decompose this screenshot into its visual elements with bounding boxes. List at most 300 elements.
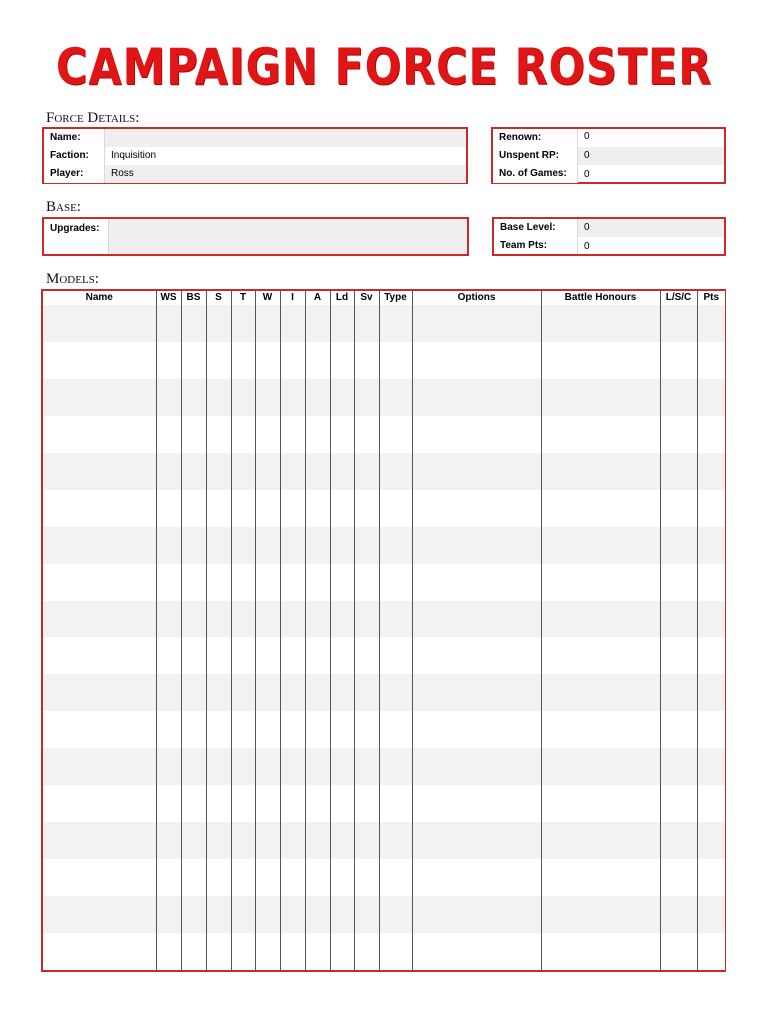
table-cell[interactable] [330, 822, 354, 859]
table-cell[interactable] [43, 601, 156, 638]
table-cell[interactable] [354, 785, 379, 822]
table-cell[interactable] [660, 637, 697, 674]
faction-label: Faction: [44, 147, 104, 165]
table-cell[interactable] [255, 933, 280, 970]
table-cell[interactable] [330, 933, 354, 970]
table-cell[interactable] [206, 859, 231, 896]
table-cell[interactable] [156, 674, 181, 711]
table-cell[interactable] [255, 490, 280, 527]
table-row [43, 674, 725, 711]
renown-label: Renown: [493, 129, 577, 147]
table-cell[interactable] [43, 527, 156, 564]
table-cell[interactable] [43, 859, 156, 896]
table-cell[interactable] [330, 453, 354, 490]
table-cell[interactable] [280, 748, 305, 785]
table-cell[interactable] [330, 674, 354, 711]
table-cell[interactable] [305, 416, 330, 453]
table-cell[interactable] [660, 379, 697, 416]
table-cell[interactable] [697, 785, 725, 822]
table-cell[interactable] [354, 896, 379, 933]
table-cell[interactable] [206, 379, 231, 416]
table-cell[interactable] [697, 637, 725, 674]
base-level-row [494, 219, 724, 237]
models-header-row [43, 291, 725, 305]
table-cell[interactable] [156, 601, 181, 638]
table-cell[interactable] [541, 527, 660, 564]
table-cell[interactable] [379, 785, 412, 822]
table-cell[interactable] [305, 933, 330, 970]
table-cell[interactable] [354, 674, 379, 711]
table-cell[interactable] [181, 637, 206, 674]
table-cell[interactable] [305, 305, 330, 342]
table-cell[interactable] [156, 711, 181, 748]
table-cell[interactable] [379, 933, 412, 970]
table-cell[interactable] [541, 564, 660, 601]
table-cell[interactable] [43, 785, 156, 822]
table-cell[interactable] [255, 379, 280, 416]
table-cell[interactable] [231, 453, 255, 490]
table-cell[interactable] [156, 416, 181, 453]
table-cell[interactable] [255, 674, 280, 711]
table-cell[interactable] [412, 527, 541, 564]
table-cell[interactable] [305, 748, 330, 785]
table-cell[interactable] [330, 859, 354, 896]
table-cell[interactable] [231, 674, 255, 711]
table-cell[interactable] [43, 379, 156, 416]
table-cell[interactable] [697, 896, 725, 933]
table-cell[interactable] [660, 342, 697, 379]
table-cell[interactable] [330, 305, 354, 342]
table-cell[interactable] [280, 896, 305, 933]
table-cell[interactable] [330, 637, 354, 674]
table-cell[interactable] [541, 674, 660, 711]
table-cell[interactable] [660, 601, 697, 638]
table-cell[interactable] [231, 601, 255, 638]
table-cell[interactable] [255, 416, 280, 453]
table-cell[interactable] [354, 527, 379, 564]
table-cell[interactable] [305, 859, 330, 896]
table-cell[interactable] [330, 748, 354, 785]
table-cell[interactable] [379, 748, 412, 785]
table-cell[interactable] [305, 711, 330, 748]
table-cell[interactable] [660, 896, 697, 933]
table-cell[interactable] [156, 933, 181, 970]
table-cell[interactable] [660, 859, 697, 896]
table-cell[interactable] [305, 564, 330, 601]
table-cell[interactable] [330, 711, 354, 748]
unspent-rp-field[interactable]: 0 [577, 147, 724, 165]
table-cell[interactable] [354, 748, 379, 785]
table-cell[interactable] [305, 379, 330, 416]
table-cell[interactable] [541, 785, 660, 822]
table-cell[interactable] [156, 859, 181, 896]
table-cell[interactable] [206, 637, 231, 674]
table-cell[interactable] [660, 711, 697, 748]
table-cell[interactable] [181, 564, 206, 601]
table-cell[interactable] [354, 490, 379, 527]
table-cell[interactable] [660, 453, 697, 490]
table-cell[interactable] [280, 527, 305, 564]
table-cell[interactable] [206, 601, 231, 638]
table-cell[interactable] [231, 711, 255, 748]
table-cell[interactable] [156, 748, 181, 785]
table-cell[interactable] [156, 527, 181, 564]
table-cell[interactable] [697, 933, 725, 970]
table-cell[interactable] [206, 527, 231, 564]
table-cell[interactable] [255, 527, 280, 564]
table-cell[interactable] [231, 490, 255, 527]
table-cell[interactable] [181, 416, 206, 453]
table-cell[interactable] [231, 379, 255, 416]
table-row [43, 896, 725, 933]
table-cell[interactable] [255, 564, 280, 601]
table-cell[interactable] [280, 637, 305, 674]
table-cell[interactable] [305, 896, 330, 933]
table-cell[interactable] [660, 490, 697, 527]
table-cell[interactable] [660, 748, 697, 785]
table-cell[interactable] [181, 896, 206, 933]
table-cell[interactable] [541, 305, 660, 342]
table-cell[interactable] [280, 379, 305, 416]
force-name-label: Name: [44, 129, 104, 147]
table-cell[interactable] [181, 748, 206, 785]
table-cell[interactable] [330, 379, 354, 416]
table-cell[interactable] [181, 342, 206, 379]
table-cell[interactable] [305, 490, 330, 527]
table-cell[interactable] [43, 711, 156, 748]
table-cell[interactable] [541, 601, 660, 638]
table-cell[interactable] [330, 490, 354, 527]
table-cell[interactable] [280, 711, 305, 748]
table-cell[interactable] [379, 564, 412, 601]
table-cell[interactable] [231, 933, 255, 970]
table-cell[interactable] [660, 822, 697, 859]
table-cell[interactable] [156, 564, 181, 601]
table-cell[interactable] [43, 416, 156, 453]
table-cell[interactable] [43, 637, 156, 674]
table-cell[interactable] [354, 305, 379, 342]
table-cell[interactable] [330, 564, 354, 601]
table-cell[interactable] [379, 305, 412, 342]
table-cell[interactable] [255, 896, 280, 933]
table-cell[interactable] [206, 748, 231, 785]
table-cell[interactable] [255, 305, 280, 342]
faction-field[interactable]: Inquisition [104, 147, 466, 165]
table-cell[interactable] [280, 822, 305, 859]
table-cell[interactable] [280, 416, 305, 453]
table-cell[interactable] [181, 379, 206, 416]
table-cell[interactable] [181, 453, 206, 490]
table-cell[interactable] [156, 896, 181, 933]
table-cell[interactable] [354, 711, 379, 748]
table-cell[interactable] [280, 785, 305, 822]
table-cell[interactable] [305, 785, 330, 822]
renown-field[interactable]: 0 [577, 129, 724, 147]
table-cell[interactable] [231, 527, 255, 564]
table-cell[interactable] [354, 416, 379, 453]
player-field[interactable]: Ross [104, 165, 466, 183]
table-cell[interactable] [660, 933, 697, 970]
table-cell[interactable] [354, 601, 379, 638]
table-cell[interactable] [206, 933, 231, 970]
table-cell[interactable] [697, 748, 725, 785]
force-details-box [42, 127, 468, 184]
col-options: Options [412, 291, 541, 305]
table-cell[interactable] [43, 822, 156, 859]
table-cell[interactable] [412, 416, 541, 453]
table-cell[interactable] [354, 379, 379, 416]
table-cell[interactable] [156, 453, 181, 490]
table-cell[interactable] [412, 305, 541, 342]
table-cell[interactable] [206, 822, 231, 859]
table-cell[interactable] [181, 711, 206, 748]
base-level-field[interactable]: 0 [577, 219, 724, 237]
table-cell[interactable] [541, 379, 660, 416]
table-cell[interactable] [379, 527, 412, 564]
table-cell[interactable] [697, 379, 725, 416]
table-cell[interactable] [206, 711, 231, 748]
table-cell[interactable] [206, 674, 231, 711]
table-cell[interactable] [412, 748, 541, 785]
table-cell[interactable] [541, 859, 660, 896]
table-cell[interactable] [541, 711, 660, 748]
table-cell[interactable] [43, 564, 156, 601]
table-cell[interactable] [330, 785, 354, 822]
table-cell[interactable] [697, 416, 725, 453]
table-cell[interactable] [541, 453, 660, 490]
table-cell[interactable] [660, 416, 697, 453]
table-cell[interactable] [43, 748, 156, 785]
table-cell[interactable] [379, 379, 412, 416]
table-cell[interactable] [697, 564, 725, 601]
table-cell[interactable] [231, 305, 255, 342]
table-cell[interactable] [231, 416, 255, 453]
table-cell[interactable] [231, 637, 255, 674]
table-cell[interactable] [231, 342, 255, 379]
table-cell[interactable] [697, 859, 725, 896]
table-cell[interactable] [181, 305, 206, 342]
table-cell[interactable] [206, 453, 231, 490]
table-cell[interactable] [412, 933, 541, 970]
table-cell[interactable] [541, 896, 660, 933]
table-cell[interactable] [379, 490, 412, 527]
table-cell[interactable] [181, 822, 206, 859]
table-cell[interactable] [43, 305, 156, 342]
table-cell[interactable] [697, 711, 725, 748]
table-cell[interactable] [181, 527, 206, 564]
table-cell[interactable] [255, 453, 280, 490]
table-cell[interactable] [697, 453, 725, 490]
table-cell[interactable] [181, 490, 206, 527]
table-cell[interactable] [379, 342, 412, 379]
table-cell[interactable] [156, 305, 181, 342]
table-cell[interactable] [156, 822, 181, 859]
table-cell[interactable] [43, 896, 156, 933]
table-cell[interactable] [305, 674, 330, 711]
table-cell[interactable] [280, 490, 305, 527]
table-cell[interactable] [412, 822, 541, 859]
table-cell[interactable] [280, 564, 305, 601]
table-cell[interactable] [280, 342, 305, 379]
table-cell[interactable] [541, 822, 660, 859]
table-cell[interactable] [354, 822, 379, 859]
table-cell[interactable] [156, 379, 181, 416]
table-cell[interactable] [255, 822, 280, 859]
table-cell[interactable] [181, 933, 206, 970]
table-cell[interactable] [255, 785, 280, 822]
table-cell[interactable] [305, 453, 330, 490]
table-cell[interactable] [181, 674, 206, 711]
table-cell[interactable] [541, 933, 660, 970]
table-cell[interactable] [231, 748, 255, 785]
table-cell[interactable] [412, 674, 541, 711]
table-row [43, 711, 725, 748]
table-row [43, 379, 725, 416]
table-cell[interactable] [156, 785, 181, 822]
table-cell[interactable] [206, 896, 231, 933]
table-cell[interactable] [43, 490, 156, 527]
table-cell[interactable] [412, 601, 541, 638]
table-cell[interactable] [660, 305, 697, 342]
table-cell[interactable] [541, 342, 660, 379]
table-cell[interactable] [379, 711, 412, 748]
table-cell[interactable] [660, 564, 697, 601]
table-cell[interactable] [206, 785, 231, 822]
table-cell[interactable] [412, 453, 541, 490]
table-cell[interactable] [43, 453, 156, 490]
table-cell[interactable] [541, 637, 660, 674]
table-cell[interactable] [354, 453, 379, 490]
table-cell[interactable] [43, 674, 156, 711]
table-row [43, 527, 725, 564]
table-cell[interactable] [231, 785, 255, 822]
table-cell[interactable] [541, 490, 660, 527]
table-cell[interactable] [231, 822, 255, 859]
table-cell[interactable] [354, 933, 379, 970]
table-cell[interactable] [280, 601, 305, 638]
table-cell[interactable] [354, 637, 379, 674]
table-cell[interactable] [280, 453, 305, 490]
table-cell[interactable] [412, 785, 541, 822]
table-cell[interactable] [305, 601, 330, 638]
table-cell[interactable] [379, 822, 412, 859]
table-cell[interactable] [354, 859, 379, 896]
table-cell[interactable] [354, 564, 379, 601]
table-cell[interactable] [541, 416, 660, 453]
table-cell[interactable] [330, 601, 354, 638]
table-cell[interactable] [379, 416, 412, 453]
table-cell[interactable] [156, 637, 181, 674]
table-cell[interactable] [412, 896, 541, 933]
table-cell[interactable] [697, 490, 725, 527]
table-cell[interactable] [379, 859, 412, 896]
table-cell[interactable] [330, 527, 354, 564]
table-cell[interactable] [255, 748, 280, 785]
table-cell[interactable] [660, 674, 697, 711]
table-cell[interactable] [280, 674, 305, 711]
table-row [43, 601, 725, 638]
table-cell[interactable] [280, 305, 305, 342]
table-cell[interactable] [379, 674, 412, 711]
table-cell[interactable] [412, 711, 541, 748]
table-cell[interactable] [206, 564, 231, 601]
table-row [43, 564, 725, 601]
table-row [43, 933, 725, 970]
table-cell[interactable] [156, 490, 181, 527]
table-cell[interactable] [330, 896, 354, 933]
table-cell[interactable] [255, 637, 280, 674]
upgrades-field[interactable] [108, 219, 467, 254]
table-cell[interactable] [379, 601, 412, 638]
table-cell[interactable] [280, 933, 305, 970]
table-cell[interactable] [660, 785, 697, 822]
table-cell[interactable] [231, 896, 255, 933]
table-cell[interactable] [412, 564, 541, 601]
col-ld: Ld [330, 291, 354, 305]
table-cell[interactable] [697, 674, 725, 711]
table-cell[interactable] [206, 490, 231, 527]
table-cell[interactable] [156, 342, 181, 379]
table-cell[interactable] [697, 527, 725, 564]
table-cell[interactable] [660, 527, 697, 564]
force-name-field[interactable] [104, 129, 466, 147]
table-cell[interactable] [379, 453, 412, 490]
table-cell[interactable] [412, 379, 541, 416]
table-cell[interactable] [280, 859, 305, 896]
table-cell[interactable] [255, 711, 280, 748]
table-cell[interactable] [181, 785, 206, 822]
games-field[interactable]: 0 [577, 165, 724, 183]
table-cell[interactable] [330, 342, 354, 379]
base-upgrades-box [42, 217, 469, 256]
table-cell[interactable] [255, 342, 280, 379]
col-lsc: L/S/C [660, 291, 697, 305]
team-pts-field[interactable]: 0 [577, 237, 724, 254]
models-heading: Models: [46, 271, 99, 287]
table-cell[interactable] [181, 601, 206, 638]
table-cell[interactable] [206, 416, 231, 453]
table-cell[interactable] [379, 896, 412, 933]
table-cell[interactable] [541, 748, 660, 785]
table-cell[interactable] [255, 601, 280, 638]
table-cell[interactable] [305, 527, 330, 564]
table-cell[interactable] [181, 859, 206, 896]
table-cell[interactable] [206, 342, 231, 379]
table-cell[interactable] [43, 342, 156, 379]
table-cell[interactable] [255, 859, 280, 896]
table-cell[interactable] [697, 601, 725, 638]
table-cell[interactable] [412, 490, 541, 527]
table-cell[interactable] [412, 342, 541, 379]
col-a: A [305, 291, 330, 305]
table-cell[interactable] [412, 637, 541, 674]
table-cell[interactable] [305, 342, 330, 379]
table-cell[interactable] [43, 933, 156, 970]
table-cell[interactable] [330, 416, 354, 453]
table-cell[interactable] [231, 564, 255, 601]
table-cell[interactable] [354, 342, 379, 379]
table-cell[interactable] [697, 342, 725, 379]
unspent-rp-row [493, 147, 724, 165]
table-cell[interactable] [697, 305, 725, 342]
table-cell[interactable] [231, 859, 255, 896]
table-cell[interactable] [697, 822, 725, 859]
table-cell[interactable] [206, 305, 231, 342]
table-cell[interactable] [379, 637, 412, 674]
table-cell[interactable] [305, 637, 330, 674]
table-cell[interactable] [305, 822, 330, 859]
table-cell[interactable] [412, 859, 541, 896]
